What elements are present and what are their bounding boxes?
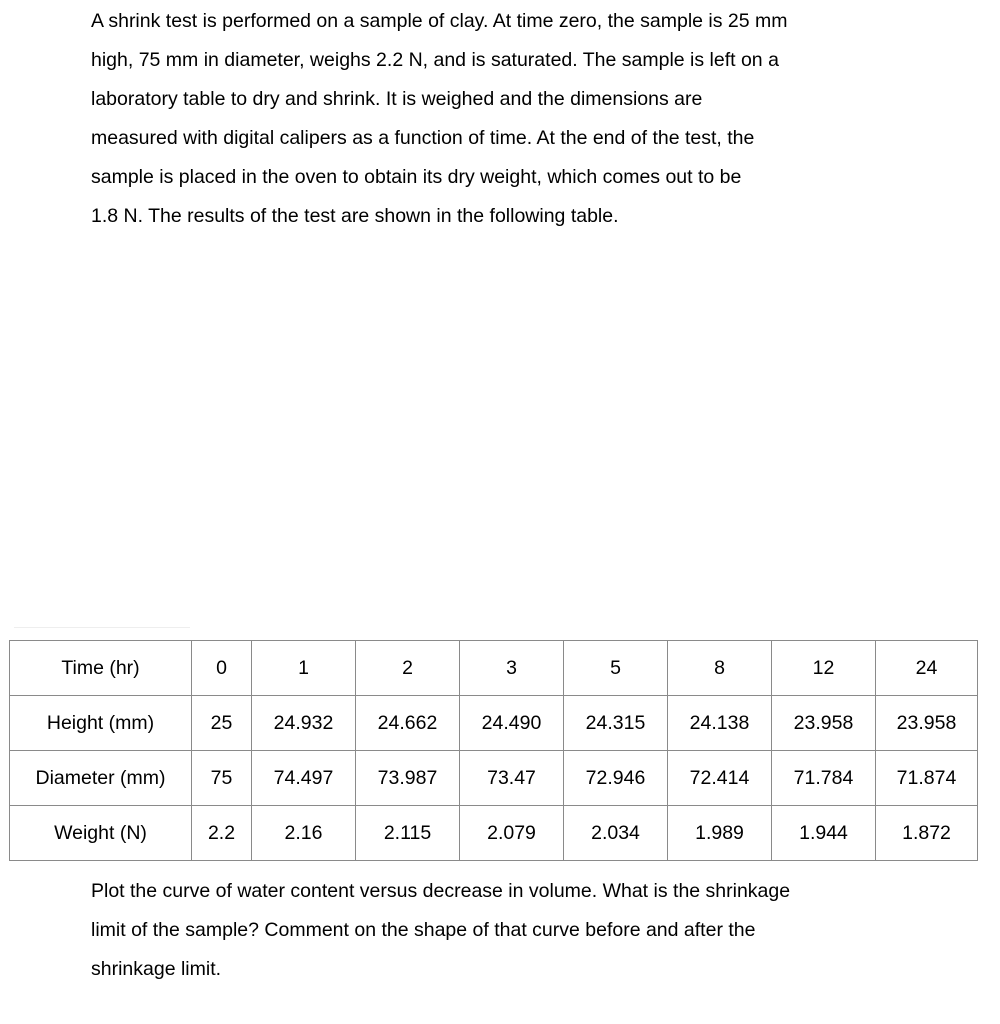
intro-line: measured with digital calipers as a function of time. At the end of the test, the (91, 127, 755, 149)
table-cell: 2.034 (564, 806, 668, 861)
table-cell: 2.16 (252, 806, 356, 861)
table-cell: 24.138 (668, 696, 772, 751)
table-cell: 71.874 (876, 751, 978, 806)
table-cell: 2 (356, 641, 460, 696)
table-cell: 5 (564, 641, 668, 696)
table-cell: 2.2 (192, 806, 252, 861)
intro-line: 1.8 N. The results of the test are shown in the following table. (91, 205, 619, 227)
table-cell: 72.946 (564, 751, 668, 806)
table-cell: 8 (668, 641, 772, 696)
table-cell: 73.47 (460, 751, 564, 806)
row-header: Diameter (mm) (10, 751, 192, 806)
table-cell: 1.872 (876, 806, 978, 861)
row-header: Time (hr) (10, 641, 192, 696)
question-line: shrinkage limit. (91, 958, 222, 980)
question-line: limit of the sample? Comment on the shape of that curve before and after the (91, 919, 756, 941)
table-row-weight (10, 806, 978, 861)
table-cell: 1 (252, 641, 356, 696)
table-cell: 72.414 (668, 751, 772, 806)
table-row-time (10, 641, 978, 696)
table-cell: 24.662 (356, 696, 460, 751)
table-cell: 3 (460, 641, 564, 696)
table-cell: 2.079 (460, 806, 564, 861)
shrink-test-results-table (9, 640, 978, 861)
problem-statement (91, 2, 921, 236)
table-cell: 25 (192, 696, 252, 751)
table-cell: 2.115 (356, 806, 460, 861)
table-cell: 24.490 (460, 696, 564, 751)
table-cell: 23.958 (772, 696, 876, 751)
intro-line: sample is placed in the oven to obtain its dry weight, which comes out to be (91, 166, 742, 188)
table-cell: 0 (192, 641, 252, 696)
question-line: Plot the curve of water content versus decrease in volume. What is the shrinkage (91, 880, 791, 902)
table-cell: 24.315 (564, 696, 668, 751)
table-cell: 24 (876, 641, 978, 696)
table-cell: 24.932 (252, 696, 356, 751)
table-cell: 23.958 (876, 696, 978, 751)
table-row-height (10, 696, 978, 751)
intro-line: laboratory table to dry and shrink. It is weighed and the dimensions are (91, 88, 703, 110)
table-cell: 12 (772, 641, 876, 696)
table-cell: 74.497 (252, 751, 356, 806)
table-cell: 1.944 (772, 806, 876, 861)
table-row-diameter (10, 751, 978, 806)
row-header: Height (mm) (10, 696, 192, 751)
faint-divider (14, 627, 190, 628)
table-cell: 73.987 (356, 751, 460, 806)
question-text (91, 872, 921, 989)
table-cell: 1.989 (668, 806, 772, 861)
intro-line: A shrink test is performed on a sample of clay. At time zero, the sample is 25 mm (91, 10, 788, 32)
row-header: Weight (N) (10, 806, 192, 861)
table-cell: 75 (192, 751, 252, 806)
intro-line: high, 75 mm in diameter, weighs 2.2 N, and is saturated. The sample is left on a (91, 49, 779, 71)
table-cell: 71.784 (772, 751, 876, 806)
